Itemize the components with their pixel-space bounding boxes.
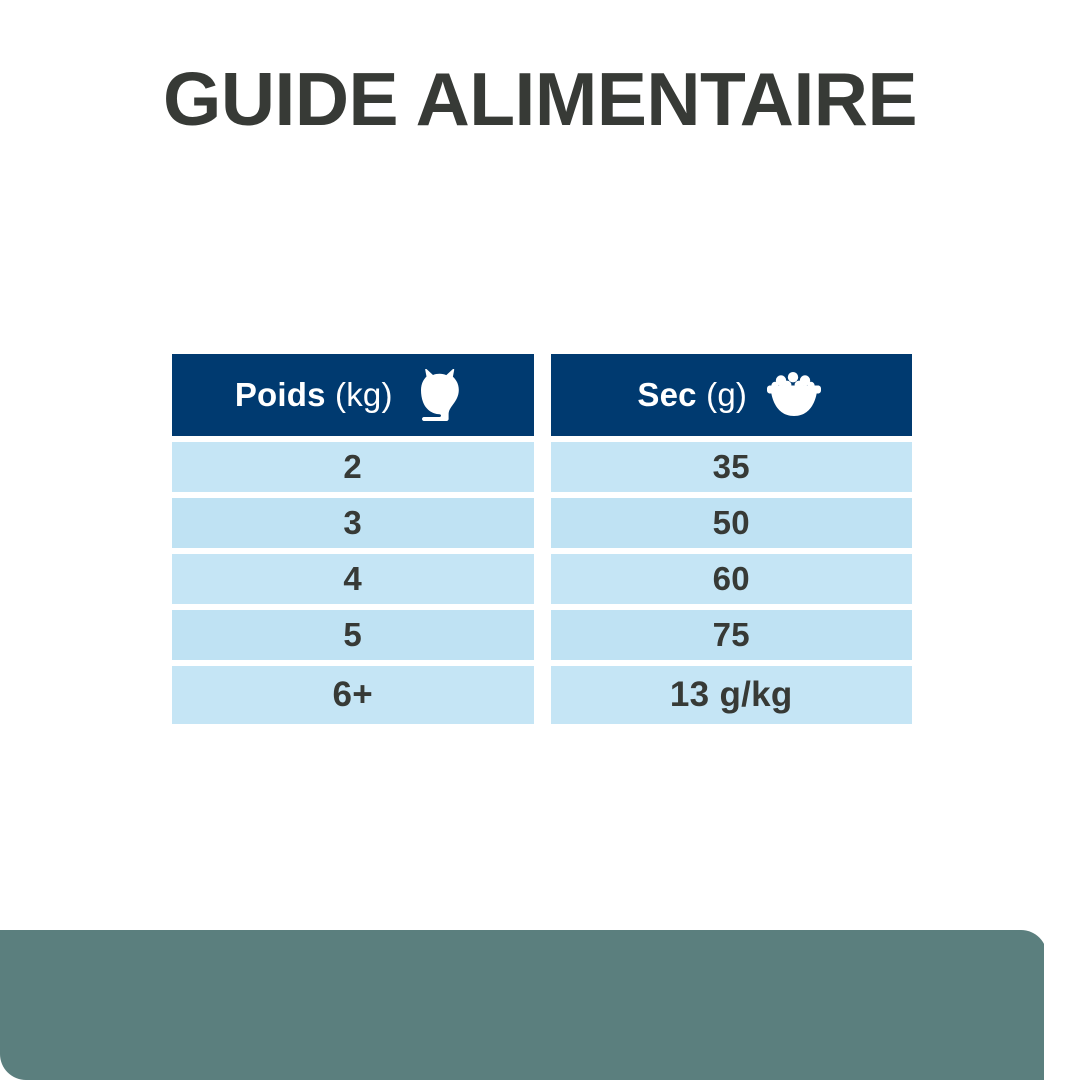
table-cell: 3 <box>172 498 534 548</box>
bottom-color-band <box>0 930 1047 1080</box>
column-header-weight <box>172 354 534 436</box>
column-header-dry-food-unit: (g) <box>706 376 748 413</box>
table-cell: 35 <box>551 442 913 492</box>
column-header-weight-main: Poids <box>234 376 326 413</box>
table-cell: 6+ <box>172 666 534 724</box>
table-cell: 60 <box>551 554 913 604</box>
food-bowl-icon <box>763 367 825 423</box>
column-header-dry-food-label <box>637 376 747 414</box>
cat-icon <box>409 367 471 423</box>
table-cell: 2 <box>172 442 534 492</box>
column-header-dry-food-main: Sec <box>637 376 697 413</box>
column-header-dry-food <box>551 354 913 436</box>
column-header-weight-label <box>235 376 393 414</box>
table-column-weight <box>172 354 534 724</box>
table-cell: 13 g/kg <box>551 666 913 724</box>
table-cell: 50 <box>551 498 913 548</box>
page-title: GUIDE ALIMENTAIRE <box>163 57 917 141</box>
feeding-guide-table <box>172 354 912 724</box>
table-cell: 4 <box>172 554 534 604</box>
table-column-dry-food <box>551 354 913 724</box>
column-header-weight-unit: (kg) <box>335 376 393 413</box>
bottom-band-right-gap <box>1044 930 1080 1080</box>
table-cell: 5 <box>172 610 534 660</box>
table-cell: 75 <box>551 610 913 660</box>
